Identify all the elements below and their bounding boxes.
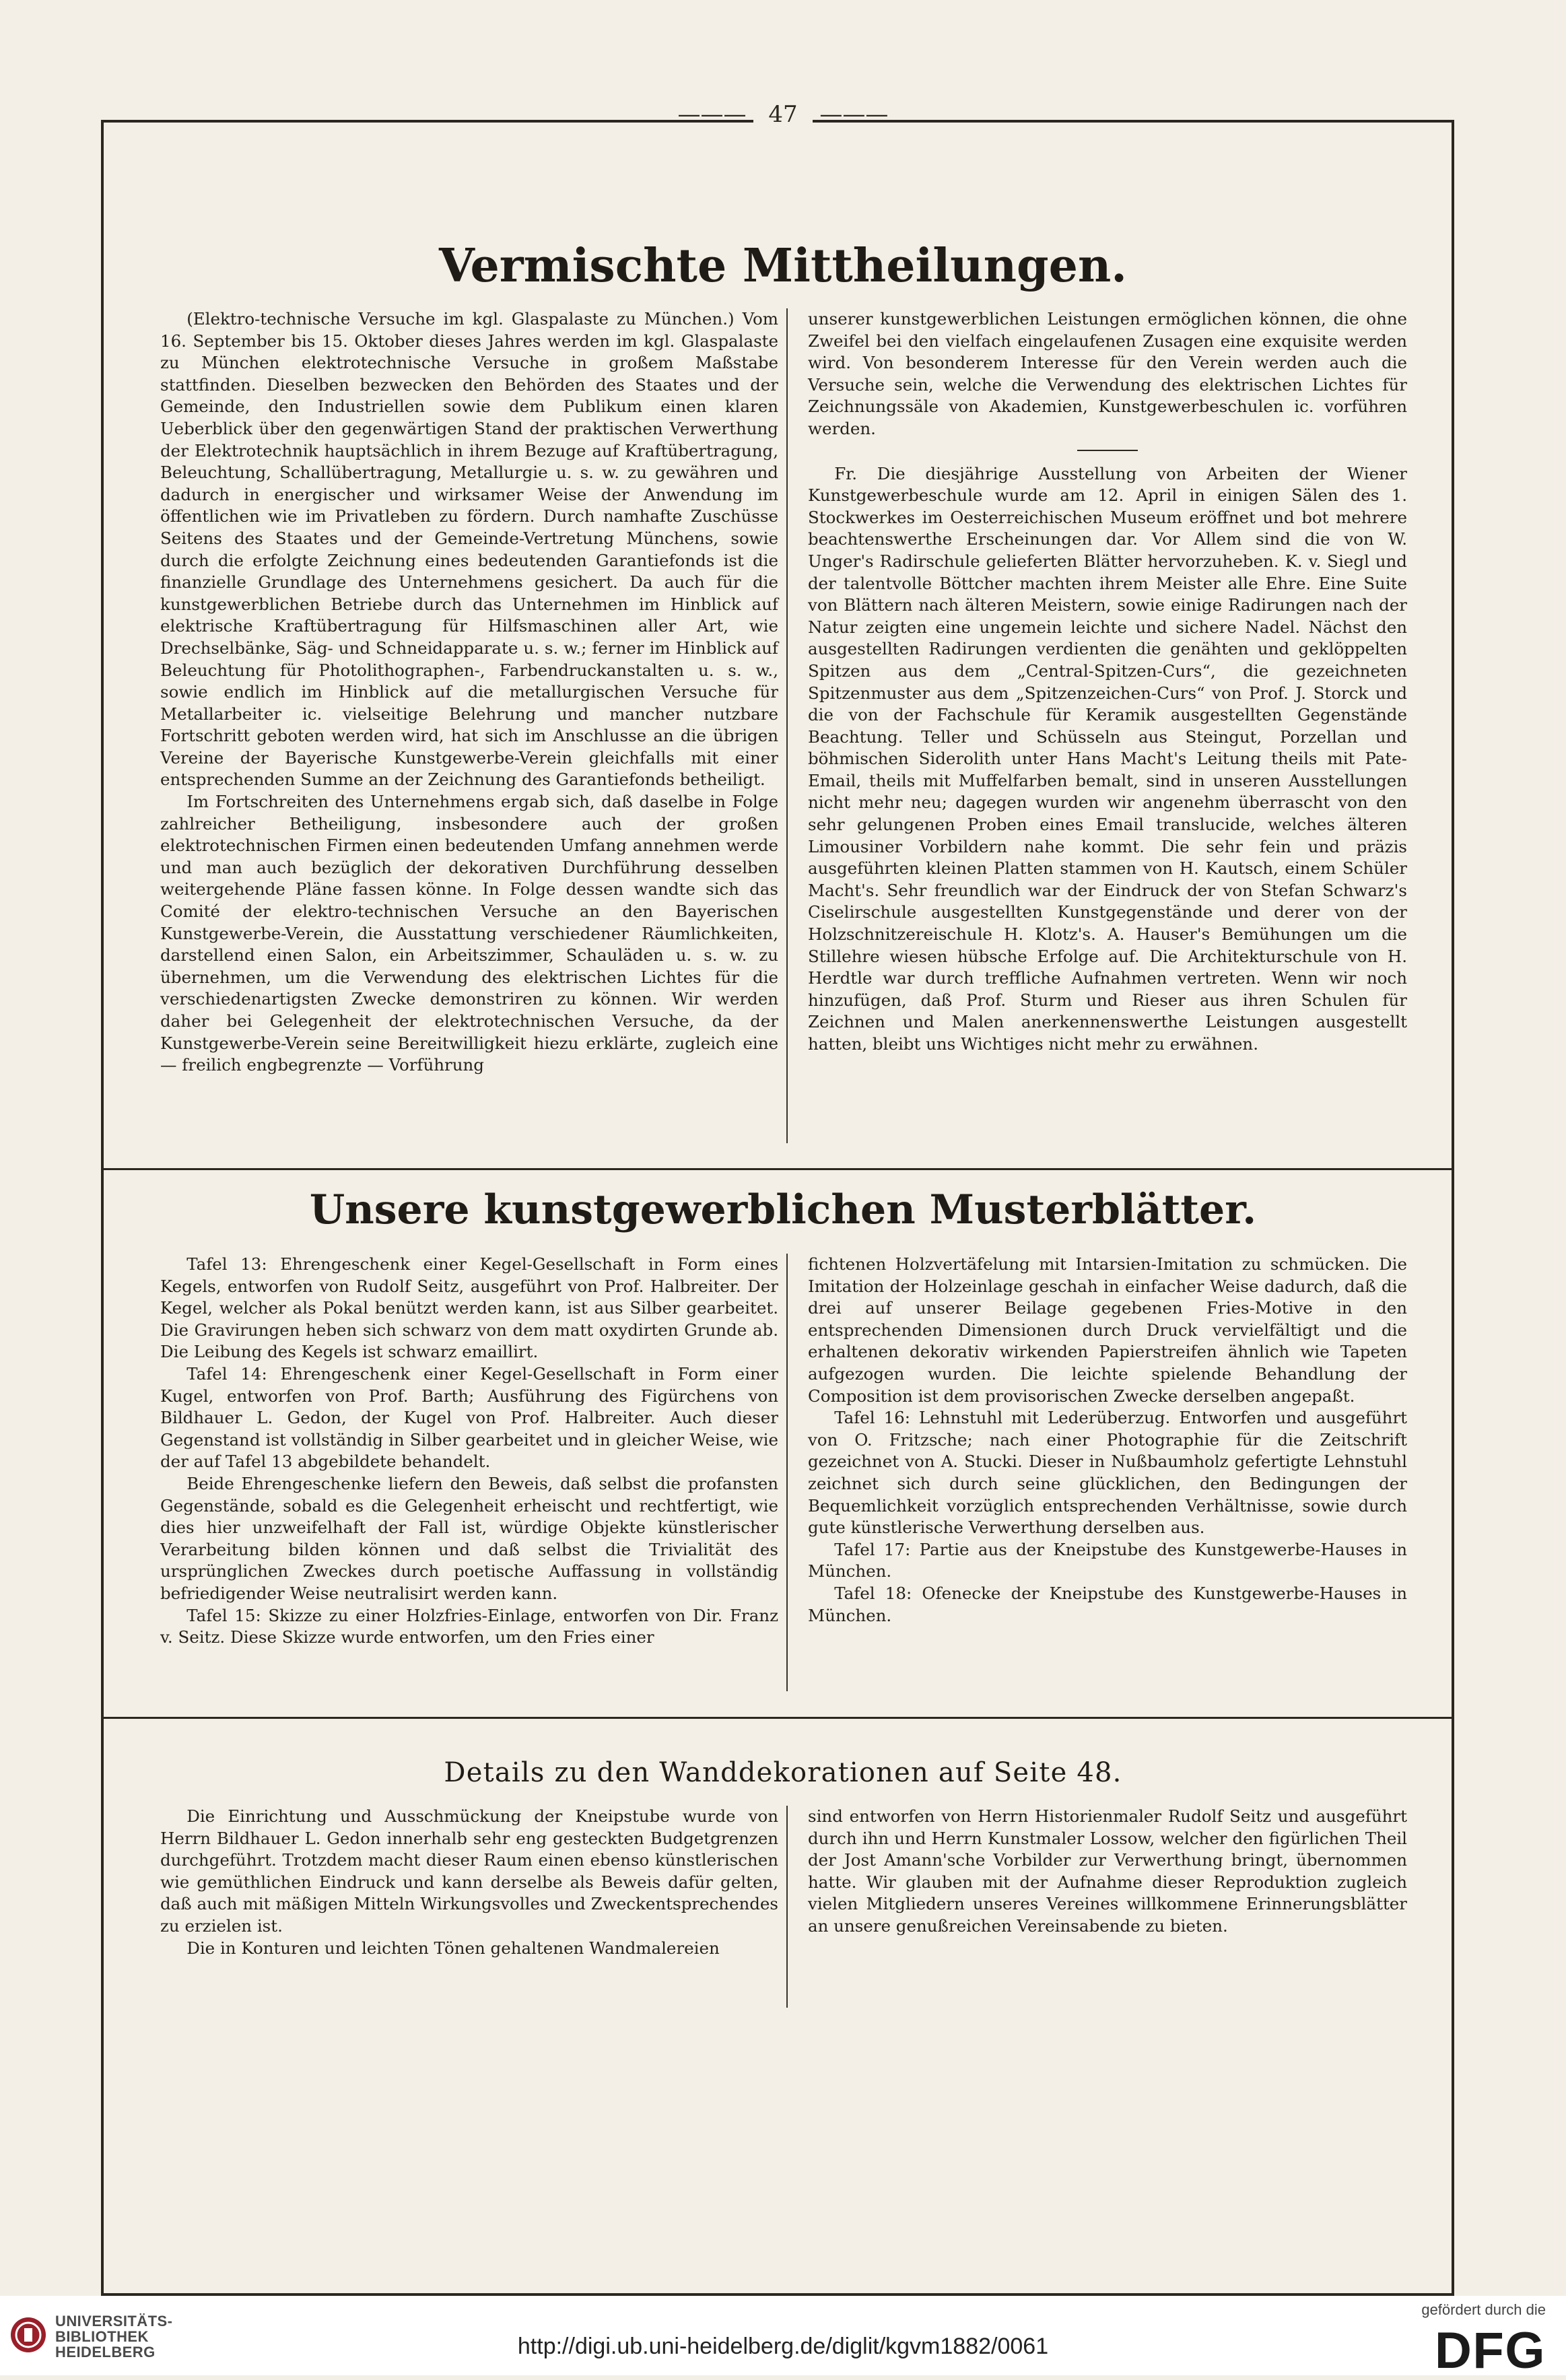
institution-name: UNIVERSITÄTS- BIBLIOTHEK HEIDELBERG (55, 2313, 173, 2360)
paragraph: fichtenen Holzvertäfelung mit Intarsien-Imitation zu schmücken. Die Imitation der Holzeinlage geschah in einfacher Weise dadurch, daß die drei auf unserer Beilage gegebenen Fries-Motive in den entsprechenden Dimensionen durch Druck vervielfältigt und die erhaltenen dekorativ wirkenden Papierstreifen ähnlich wie Tapeten aufgezogen wurden. Die leichte spielende Behandlung der Composition ist dem provisorischen Zwecke derselben angepaßt. (808, 1254, 1407, 1406)
section-title-details: Details zu den Wanddekorationen auf Seite 48. (444, 1757, 1122, 1788)
section-divider (104, 1168, 1452, 1170)
paragraph: Im Fortschreiten des Unternehmens ergab sich, daß daselbe in Folge zahlreicher Betheiligung, insbesondere auch der großen elektrotechnischen Firmen einen bedeutenden Umfang annehmen werde und man auch bezüglich der dekorativen Durchführung desselben weitergehende Pläne fassen könne. In Folge dessen wandte sich das Comité der elektro-technischen Versuche an den Bayerischen Kunstgewerbe-Verein, die Ausstattung verschiedener Räumlichkeiten, darstellend einen Salon, ein Arbeitszimmer, Schauläden u. s. w. zu übernehmen, um die Verwendung des elektrischen Lichtes für die verschiedenartigsten Zwecke demonstriren zu können. Wir werden daher bei Gelegenheit der elektrotechnischen Versuche, da der Kunstgewerbe-Verein seine Bereitwilligkeit hiezu erklärte, zugleich eine — freilich engbegrenzte — Vorführung (160, 792, 778, 1075)
section3-right-column (808, 1806, 1407, 1938)
paragraph: Tafel 14: Ehrengeschenk einer Kegel-Gesellschaft in Form einer Kugel, entworfen von Prof. Barth; Ausführung des Figürchens von Bildhauer L. Gedon, der Kugel von Prof. Halbreiter. Auch dieser Gegenstand ist vollständig in Silber gearbeitet und in gleicher Weise, wie der auf Tafel 13 abgebildete behandelt. (160, 1363, 778, 1472)
section1-column-divider (786, 308, 788, 1143)
paragraph: Tafel 15: Skizze zu einer Holzfries-Einlage, entworfen von Dir. Franz v. Seitz. Diese Skizze wurde entworfen, um den Fries einer (160, 1605, 778, 1647)
section1-left-column (160, 308, 778, 1077)
section-title-musterblaetter: Unsere kunstgewerblichen Musterblätter. (309, 1186, 1257, 1233)
section3-column-divider (786, 1806, 788, 2008)
section1-right-column (808, 308, 1407, 1056)
paragraph: Beide Ehrengeschenke liefern den Beweis, daß selbst die profansten Gegenstände, sobald es die Gelegenheit erheischt und rechtfertigt, wie dies hier unzweifelhaft der Fall ist, würdige Objekte künstlerischer Verarbeitung bilden können und daß selbst die Trivialität des ursprünglichen Zweckes durch poetische Auffassung in vollständig befriedigender Weise neutralisirt werden kann. (160, 1473, 778, 1603)
section2-column-divider (786, 1254, 788, 1691)
section-divider (104, 1717, 1452, 1719)
paragraph: sind entworfen von Herrn Historienmaler Rudolf Seitz und ausgeführt durch ihn und Herrn Kunstmaler Lossow, welcher den figürlichen Theil der Jost Amann'sche Vorbilder zur Verwerthung bringt, übernommen hatte. Wir glauben mit der Aufnahme dieser Reproduktion zugleich vielen Mitgliedern unseres Vereines willkommene Erinnerungsblätter an unsere genußreichen Vereinsabende zu bieten. (808, 1806, 1407, 1936)
page-number: ——— 47 ——— (677, 101, 889, 128)
footer-bar (0, 2296, 1566, 2379)
paragraph: Fr. Die diesjährige Ausstellung von Arbeiten der Wiener Kunstgewerbeschule wurde am 12. April in einigen Sälen des 1. Stockwerkes im Oesterreichischen Museum eröffnet und bot mehrere beachtenswerthe Erscheinungen dar. Vor Allem sind die von W. Unger's Radirschule gelieferten Blätter hervorzuheben. K. v. Siegl und der talentvolle Böttcher machten ihrem Meister alle Ehre. Eine Suite von Blättern nach älteren Meistern, sowie einige Radirungen nach der Natur zeigten eine ungemein leichte und sichere Nadel. Nächst den ausgestellten Radirungen verdienten die genähten und geklöppelten Spitzen aus dem „Central-Spitzen-Curs“, die gezeichneten Spitzenmuster aus dem „Spitzenzeichen-Curs“ von Prof. J. Storck und die von der Fachschule für Keramik ausgestellten Gegenstände Beachtung. Teller und Schüsseln aus Steingut, Porzellan und böhmischen Siderolith unter Hans Macht's Leitung theils mit Pate-Email, theils mit Muffelfarben bemalt, sind in unseren Ausstellungen nicht mehr neu; dagegen wurden wir angenehm überrascht von den sehr gelungenen Proben eines Email translucide, welches älteren Limousiner Vorbildern nahe kommt. Die sehr fein und präzis ausgeführten kleinen Platten stammen von H. Kautsch, einem Schüler Macht's. Sehr freundlich war der Eindruck der von Stefan Schwarz's Ciselirschule ausgestellten Kunstgegenstände und derer von der Holzschnitzereischule H. Klotz's. A. Hauser's Bemühungen um die Stillehre wiesen hübsche Erfolge auf. Die Architekturschule von H. Herdtle war durch treffliche Aufnahmen vertreten. Wenn wir noch hinzufügen, daß Prof. Sturm und Rieser aus ihren Schulen für Zeichnen und Malen anerkennenswerthe Leistungen ausgestellt hatten, bleibt uns Wichtiges nicht mehr zu erwähnen. (808, 463, 1407, 1054)
funded-by-text: gefördert durch die (1421, 2301, 1546, 2318)
paragraph: Die Einrichtung und Ausschmückung der Kneipstube wurde von Herrn Bildhauer L. Gedon innerhalb sehr eng gesteckten Budgetgrenzen durchgeführt. Trotzdem macht dieser Raum einen ebenso künstlerischen wie gemüthlichen Eindruck und kann derselbe als Beweis dafür gelten, daß auch mit mäßigen Mitteln Wirkungsvolles und Zweckentsprechendes zu erzielen ist. (160, 1806, 778, 1936)
dfg-logo: DFG (1435, 2322, 1546, 2379)
paragraph: Tafel 16: Lehnstuhl mit Lederüberzug. Entworfen und ausgeführt von O. Fritzsche; nach einer Photographie für die Zeitschrift gezeichnet von A. Stucki. Dieser in Nußbaumholz gefertigte Lehnstuhl zeichnet sich durch seine glücklichen, den Bedingungen der Bequemlichkeit vorzüglich entsprechenden Verhältnisse, sowie durch gute künstlerische Verwerthung derselben aus. (808, 1408, 1407, 1538)
section-title-vermischte: Vermischte Mittheilungen. (439, 239, 1127, 293)
separator-rule (1077, 450, 1138, 451)
section2-left-column (160, 1254, 778, 1649)
paragraph: Tafel 13: Ehrengeschenk einer Kegel-Gesellschaft in Form eines Kegels, entworfen von Rudolf Seitz, ausgeführt von Prof. Halbreiter. Der Kegel, welcher als Pokal benützt werden kann, ist aus Silber gearbeitet. Die Gravirungen heben sich schwarz von dem matt oxydirten Grunde ab. Die Leibung des Kegels ist schwarz emaillirt. (160, 1254, 778, 1362)
paragraph: unserer kunstgewerblichen Leistungen ermöglichen können, die ohne Zweifel bei den vielfach eingelaufenen Zusagen eine exquisite werden wird. Von besonderem Interesse für den Verein werden auch die Versuche sein, welche die Verwendung des elektrischen Lichtes für Zeichnungssäle von Akademien, Kunstgewerbeschulen ic. vorführen werden. (808, 309, 1407, 438)
paragraph: Tafel 17: Partie aus der Kneipstube des Kunstgewerbe-Hauses in München. (808, 1539, 1407, 1582)
source-url-link[interactable]: http://digi.ub.uni-heidelberg.de/diglit/kgvm1882/0061 (517, 2334, 1049, 2359)
paragraph: Die in Konturen und leichten Tönen gehaltenen Wandmalereien (186, 1938, 720, 1958)
paragraph: (Elektro-technische Versuche im kgl. Glaspalaste zu München.) Vom 16. September bis 15. Oktober dieses Jahres werden im kgl. Glaspalaste zu München elektrotechnische Versuche in großem Maßstabe stattfinden. Dieselben bezwecken den Behörden des Staates und der Gemeinde, den Industriellen sowie dem Publikum einen klaren Ueberblick über den gegenwärtigen Stand der praktischen Verwerthung der Elektrotechnik hauptsächlich in ihrem Bezuge auf Kraftübertragung, Beleuchtung, Schallübertragung, Metallurgie u. s. w. zu gewähren und dadurch in energischer und wirksamer Weise der Anwendung im öffentlichen wie im Privatleben zu fördern. Durch namhafte Zuschüsse Seitens des Staates und der Gemeinde-Vertretung Münchens, sowie durch die erfolgte Zeichnung eines bedeutenden Garantiefonds ist die finanzielle Grundlage des Unternehmens gesichert. Da auch für die kunstgewerblichen Betriebe durch das Unternehmen im Hinblick auf elektrische Kraftübertragung für Hilfsmaschinen aller Art, wie Drechselbänke, Säg- und Schneidapparate u. s. w.; ferner im Hinblick auf Beleuchtung für Photolithographen-, Farbendruckanstalten u. s. w., sowie endlich im Hinblick auf die metallurgischen Versuche für Metallarbeiter ic. vielseitige Belehrung und mancher nutzbare Fortschritt geboten werden wird, hat sich im Anschlusse an die übrigen Vereine der Bayerische Kunstgewerbe-Verein gleichfalls mit einer entsprechenden Summe an der Zeichnung des Garantiefonds betheiligt. (160, 309, 778, 790)
section2-right-column (808, 1254, 1407, 1627)
section3-left-column (160, 1806, 778, 1959)
paragraph: Tafel 18: Ofenecke der Kneipstube des Kunstgewerbe-Hauses in München. (808, 1583, 1407, 1625)
